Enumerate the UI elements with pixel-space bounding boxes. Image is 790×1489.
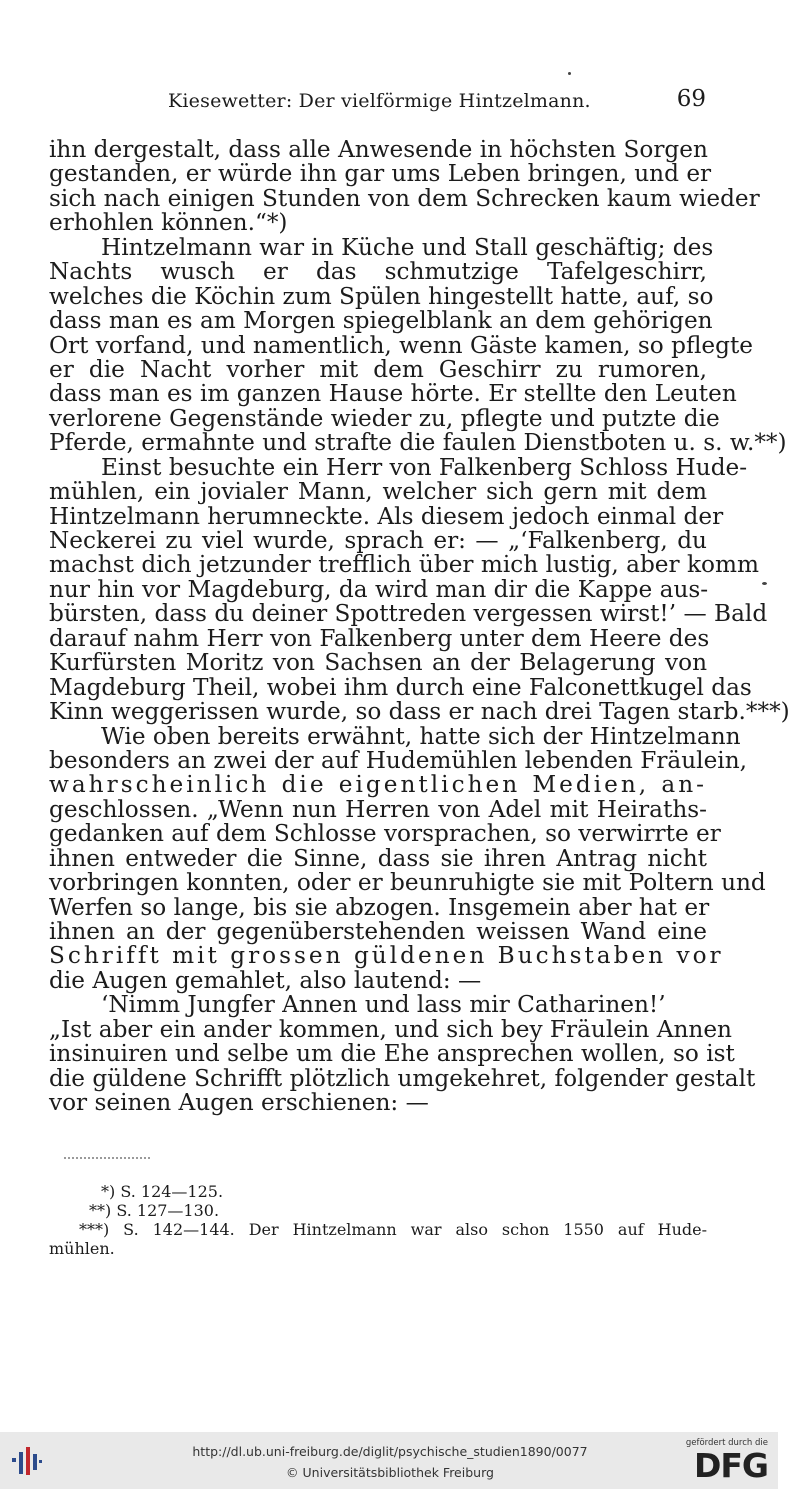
ub-freiburg-logo-icon[interactable] <box>10 1444 44 1478</box>
dfg-logo[interactable] <box>684 1438 768 1486</box>
footnote: ***) S. 142—144. Der Hintzelmann war also schon 1550 auf Hude- <box>79 1220 707 1239</box>
text-line: nur hin vor Magdeburg, da wird man dir die Kappe aus- <box>49 575 709 603</box>
text-line: ihnen entweder die Sinne, dass sie ihren Antrag nicht <box>49 844 707 872</box>
text-line: gestanden, er würde ihn gar ums Leben bringen, und er <box>49 160 712 188</box>
text-line: Werfen so lange, bis sie abzogen. Insgemein aber hat er <box>49 893 710 921</box>
text-line: Magdeburg Theil, wobei ihm durch eine Falconettkugel das <box>49 673 752 701</box>
text-line: insinuiren und selbe um die Ehe ansprechen wollen, so ist <box>49 1040 735 1068</box>
scan-speck <box>568 72 571 75</box>
page-header <box>48 86 708 120</box>
footnote-divider <box>64 1157 150 1159</box>
footnotes <box>49 1182 707 1258</box>
text-line: welches die Köchin zum Spülen hingestellt hatte, auf, so <box>49 282 714 310</box>
text-line: wahrscheinlich die eigentlichen Medien, an- <box>49 771 707 799</box>
text-line: gedanken auf dem Schlosse vorsprachen, so verwirrte er <box>49 820 721 848</box>
text-line: ‘Nimm Jungfer Annen und lass mir Catharinen!’ <box>101 991 666 1019</box>
text-line: dass man es im ganzen Hause hörte. Er stellte den Leuten <box>49 380 737 408</box>
text-line: verlorene Gegenstände wieder zu, pflegte und putzte die <box>49 404 720 432</box>
footnote: mühlen. <box>49 1239 115 1258</box>
text-line: Wie oben bereits erwähnt, hatte sich der Hintzelmann <box>101 722 741 750</box>
text-line: dass man es am Morgen spiegelblank an dem gehörigen <box>49 307 713 335</box>
text-line: Kurfürsten Moritz von Sachsen an der Belagerung von <box>49 649 707 677</box>
footnote: **) S. 127—130. <box>89 1201 220 1220</box>
footnote: *) S. 124—125. <box>101 1182 224 1201</box>
text-line: vor seinen Augen erschienen: — <box>49 1089 429 1117</box>
running-title: Kiesewetter: Der vielförmige Hintzelmann. <box>168 90 591 112</box>
scan-speck <box>762 582 767 585</box>
text-line: Einst besuchte ein Herr von Falkenberg Schloss Hude- <box>101 453 748 481</box>
text-line: sich nach einigen Stunden von dem Schrecken kaum wieder <box>49 184 760 212</box>
text-line: er die Nacht vorher mit dem Geschirr zu rumoren, <box>49 355 707 383</box>
source-url-link[interactable]: http://dl.ub.uni-freiburg.de/diglit/psychische_studien1890/0077 <box>192 1444 588 1459</box>
copyright-text: © Universitätsbibliothek Freiburg <box>286 1465 494 1480</box>
text-line: Schrifft mit grossen güldenen Buchstaben vor <box>49 942 724 970</box>
dfg-wordmark: DFG <box>693 1446 768 1485</box>
dfg-caption: gefördert durch die <box>685 1438 768 1448</box>
text-line: Hintzelmann war in Küche und Stall geschäftig; des <box>101 233 714 261</box>
text-line: Pferde, ermahnte und strafte die faulen Dienstboten u. s. w.**) <box>49 429 787 457</box>
text-line: mühlen, ein jovialer Mann, welcher sich gern mit dem <box>49 478 707 506</box>
text-line: Hintzelmann herumneckte. Als diesem jedoch einmal der <box>49 502 724 530</box>
text-line: machst dich jetzunder trefflich über mich lustig, aber komm <box>49 551 759 579</box>
text-line: ihn dergestalt, dass alle Anwesende in höchsten Sorgen <box>49 136 708 163</box>
text-line: die güldene Schrifft plötzlich umgekehret, folgender gestalt <box>49 1064 756 1092</box>
body-text <box>49 136 790 1117</box>
text-line: besonders an zwei der auf Hudemühlen lebenden Fräulein, <box>49 746 748 774</box>
text-line: Neckerei zu viel wurde, sprach er: — „‘Falkenberg, du <box>49 527 707 554</box>
text-line: Nachts wusch er das schmutzige Tafelgeschirr, <box>49 258 707 286</box>
text-line: die Augen gemahlet, also lautend: — <box>49 966 482 994</box>
text-line: darauf nahm Herr von Falkenberg unter dem Heere des <box>49 624 710 652</box>
text-line: bürsten, dass du deiner Spottreden vergessen wirst!’ — Bald <box>49 600 768 628</box>
text-line: „Ist aber ein ander kommen, und sich bey Fräulein Annen <box>49 1015 732 1043</box>
text-line: Kinn weggerissen wurde, so dass er nach drei Tagen starb.***) <box>49 698 790 726</box>
text-line: Ort vorfand, und namentlich, wenn Gäste kamen, so pflegte <box>49 331 754 359</box>
text-line: vorbringen konnten, oder er beunruhigte sie mit Poltern und <box>49 869 766 897</box>
viewer-footer <box>0 1432 778 1489</box>
text-line: ihnen an der gegenüberstehenden weissen Wand eine <box>49 918 707 945</box>
page-number: 69 <box>676 86 706 112</box>
text-line: geschlossen. „Wenn nun Herren von Adel mit Heiraths- <box>49 795 707 823</box>
text-line: erhohlen können.“*) <box>49 209 288 237</box>
